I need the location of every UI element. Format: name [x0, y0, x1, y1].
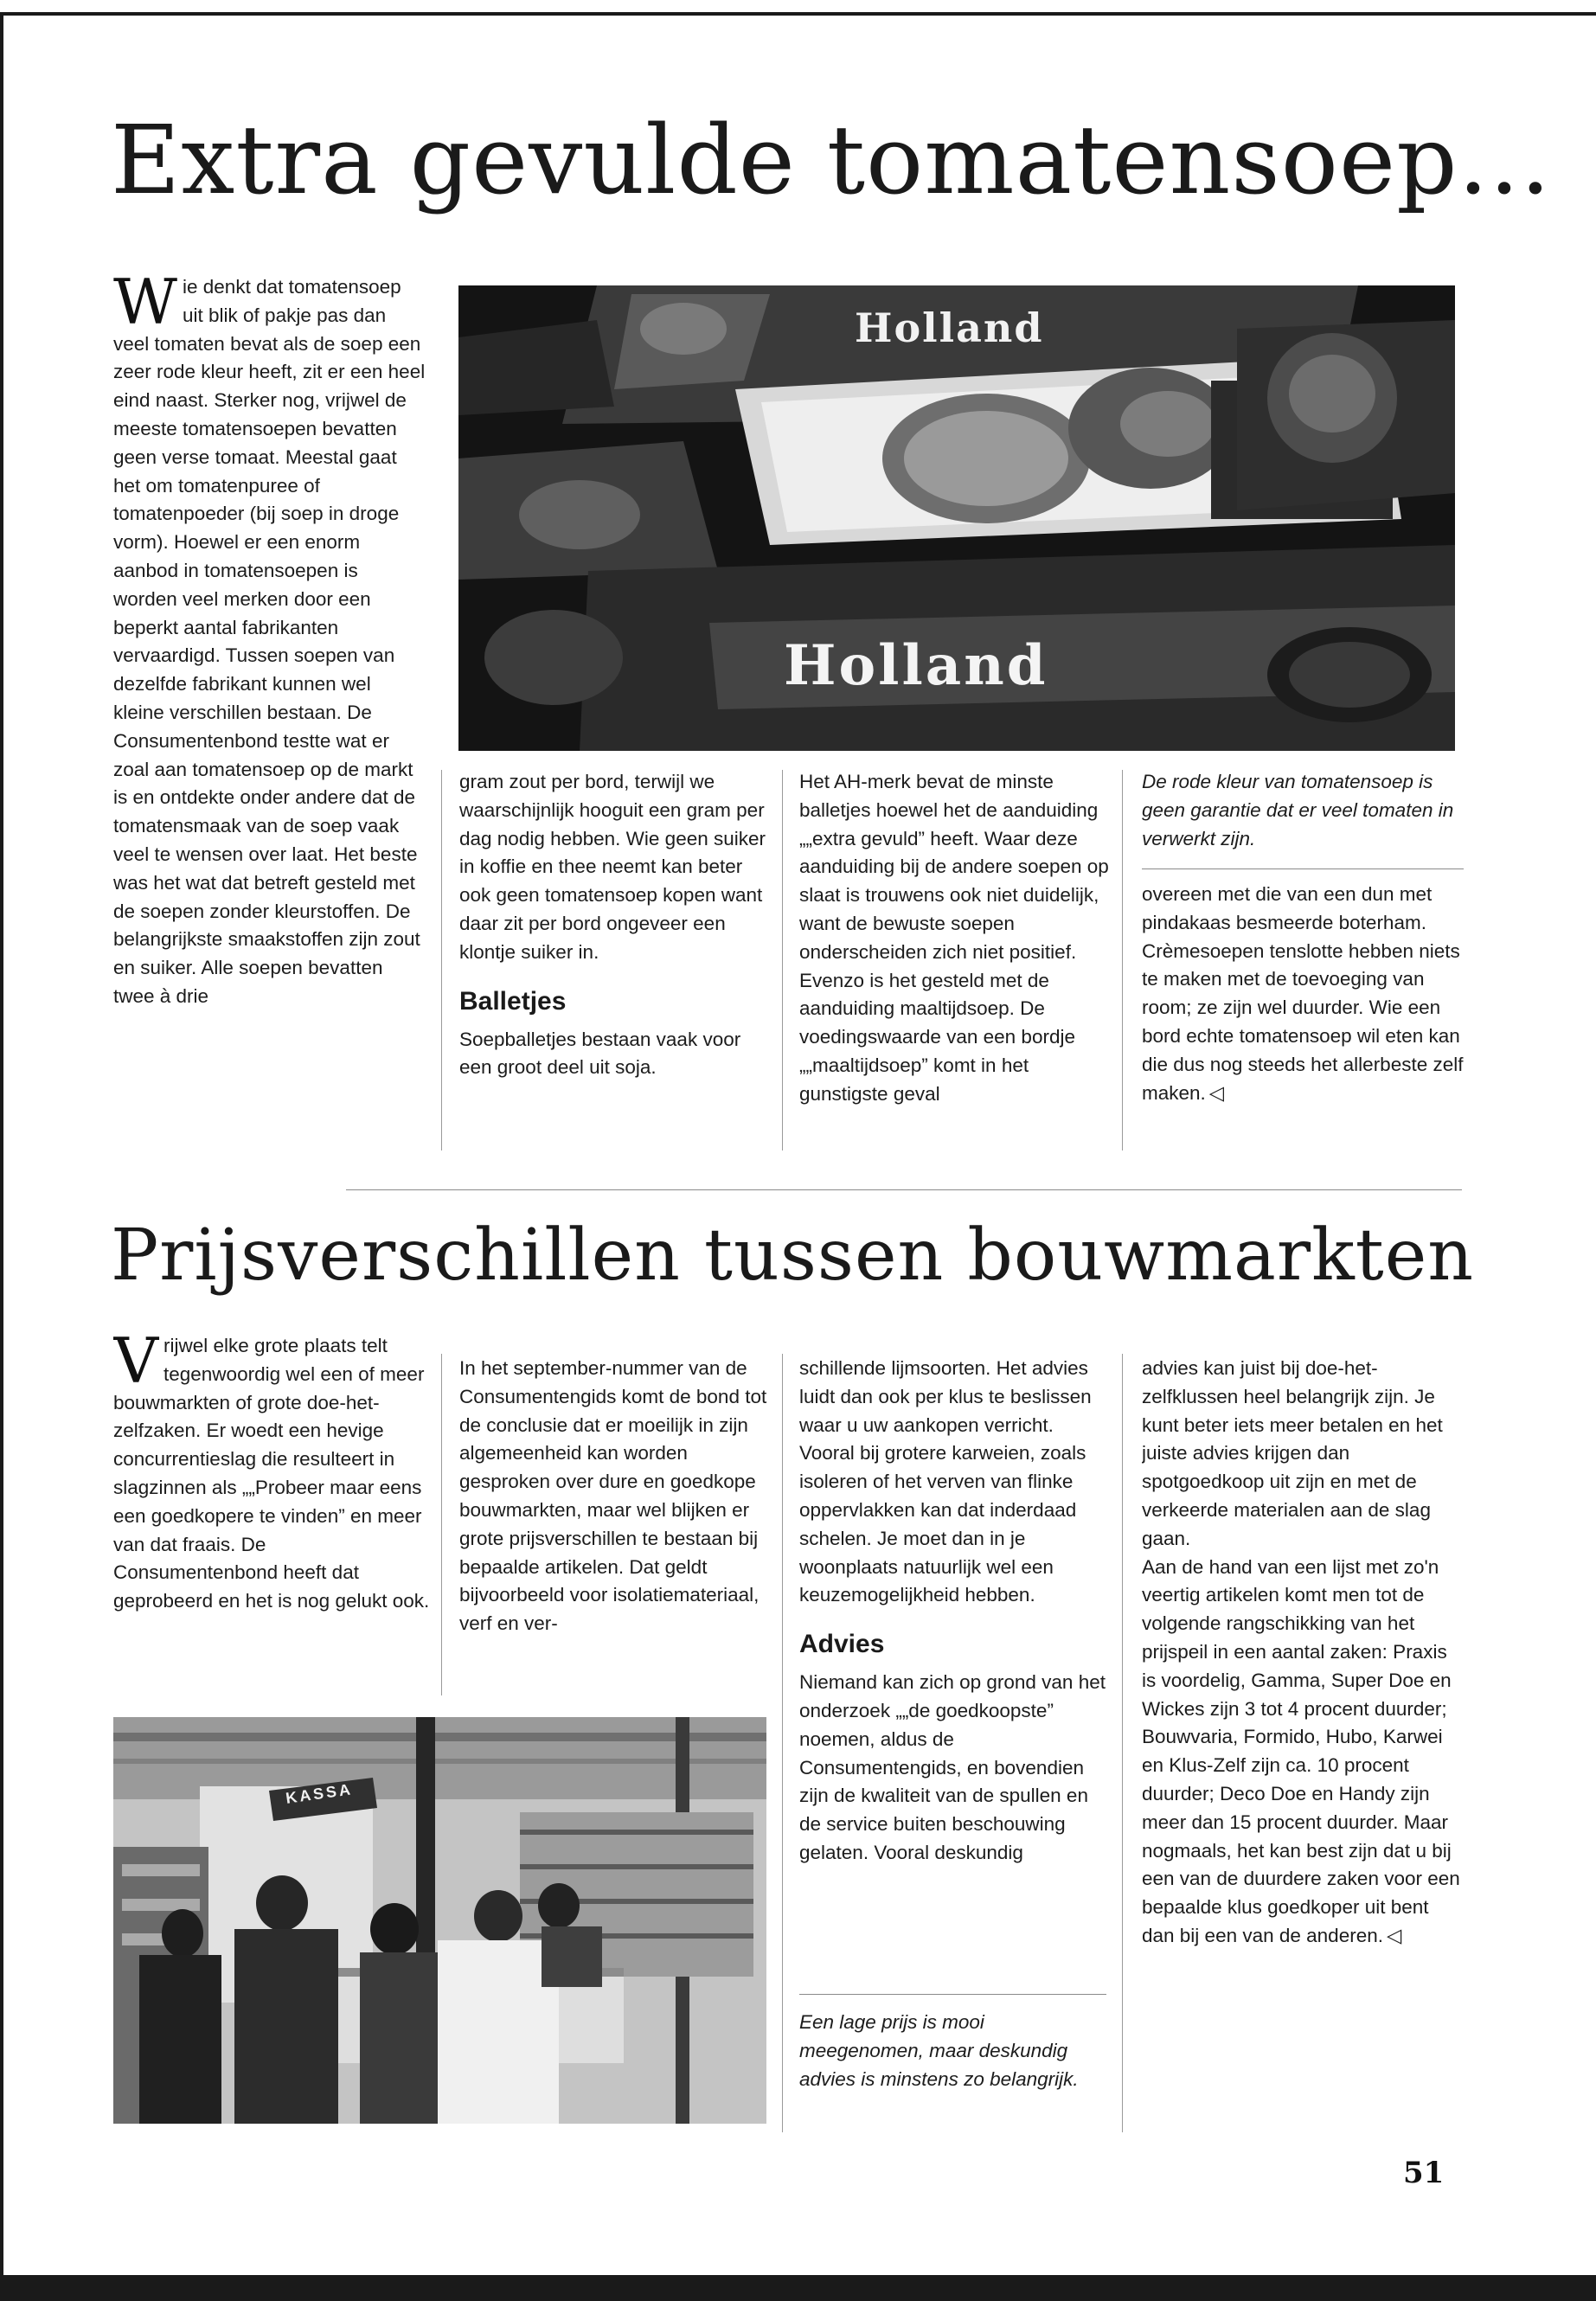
article1-photo-caption: De rode kleur van tomatensoep is geen garantie dat er veel tomaten in verwerkt zijn. [1142, 771, 1454, 849]
article1-caption-rule [1142, 868, 1464, 869]
article1-subhead: Balletjes [459, 986, 567, 1016]
article1-divider-2 [782, 770, 783, 1150]
article1-col3-text-b: Evenzo is het gesteld met de aanduiding maaltijdsoep. De voedingswaarde van een bordje „„maaltijdsoep” komt in het gunstigste geval [799, 969, 1075, 1105]
article2-col1-text: rijwel elke grote plaats telt tegenwoordig wel een of meer bouwmarkten of grote doe-het-zelfzaken. Er woedt een hevige concurrentieslag die resulteert in slagzinnen als „„Probeer maar eens een goedkopere te vinden” en meer van dat fraais. De Consumentenbond heeft dat geprobeerd en het is nog gelukt ook. [113, 1335, 430, 1612]
article2-dropcap: V [113, 1332, 158, 1397]
article2-column-4 [1142, 1355, 1464, 2133]
end-of-article-icon-2: ◁ [1386, 1924, 1402, 1946]
article2-divider-1 [441, 1354, 442, 1695]
page-frame-top [0, 12, 1596, 16]
article1-col3-text: Het AH-merk bevat de minste balletjes hoewel het de aanduiding „„extra gevuld” heeft. Waar deze aanduiding bij de andere soepen op slaat is trouwens ook niet duidelijk, want de bewuste soepen onderscheiden zich niet positief. [799, 771, 1109, 963]
page-number: 51 [1403, 2156, 1445, 2190]
article1-col4-text: overeen met die van een dun met pindakaas besmeerde boterham. Crèmesoepen tenslotte hebben niets te maken met de toevoeging van room; ze zijn wel duurder. Wie een bord echte tomatensoep wil eten kan die dus nog steeds het allerbeste zelf maken. [1142, 883, 1464, 1104]
article2-divider-3 [1122, 1354, 1123, 2132]
tomato-boxes-photo [458, 285, 1455, 751]
article1-col1-text: ie denkt dat tomatensoep uit blik of pakje pas dan veel tomaten bevat als de soep een zeer rode kleur heeft, zit er een heel eind naast. Sterker nog, vrijwel de meeste tomatensoepen bevatten geen verse tomaat. Meestal gaat het om tomatenpuree of tomatenpoeder (bij soep in droge vorm). Hoewel er een enorm aanbod in tomatensoepen is worden veel merken door een beperkt aantal fabrikanten vervaardigd. Tussen soepen van dezelfde fabrikant kunnen wel kleine verschillen bestaan. De Consumentenbond testte wat er zoal aan tomatensoep op de markt is en ontdekte onder andere dat de tomatensmaak van de soep vaak veel te wensen over laat. Het beste was het wat dat betreft gesteld met de soepen zonder kleurstoffen. De belangrijkste smaakstoffen zijn zout en suiker. Alle soepen bevatten twee à drie [113, 276, 426, 1007]
article2-col3-text-b: Niemand kan zich op grond van het onderzoek „„de goedkoopste” noemen, aldus de Consumentengids, en bovendien zijn de kwaliteit van de spullen en de service buiten beschouwing gelaten. Vooral deskundig [799, 1671, 1106, 1863]
article2-column-2 [459, 1355, 771, 1701]
article2-col3-text: schillende lijmsoorten. Het advies luidt dan ook per klus te beslissen waar u uw aankopen verricht. Vooral bij grotere karweien, zoals isoleren of het verven van flinke oppervlakken kan dat inderdaad schelen. Je moet dan in je woonplaats natuurlijk wel een keuzemogelijkheid hebben. [799, 1357, 1092, 1606]
article1-col2-text: gram zout per bord, terwijl we waarschijnlijk hooguit een gram per dag nodig hebben. Wie geen suiker in koffie en thee neemt kan beter ook geen tomatensoep kopen want daar zit per bord ongeveer een klontje suiker in. [459, 771, 766, 963]
article2-col4-text-b: Aan de hand van een lijst met zo'n veertig artikelen komt men tot de volgende rangschikking van het prijspeil in een aantal zaken: Praxis is voordelig, Gamma, Super Doe en Wickes zijn 3 tot 4 procent duurder; Bouwvaria, Formido, Hubo, Karwei en Klus-Zelf zijn ca. 10 procent duurder; Deco Doe en Handy zijn meer dan 15 procent duurder. Maar nogmaals, het kan best zijn dat u bij een van de duurdere zaken voor een bepaalde klus goedkoper uit bent dan bij een van de anderen. [1142, 1555, 1460, 1946]
photo-label-holland-top: Holland [855, 304, 1044, 351]
article2-photo-caption: Een lage prijs is mooi meegenomen, maar deskundig advies is minstens zo belangrijk. [799, 2011, 1079, 2090]
article1-divider-3 [1122, 770, 1123, 1150]
kassa-sign-label: KASSA [285, 1780, 355, 1807]
article1-divider-1 [441, 770, 442, 1150]
bouwmarkt-checkout-illustration [113, 1717, 766, 2124]
page-frame-left [0, 12, 3, 2287]
article2-col4-text: advies kan juist bij doe-het-zelfklussen heel belangrijk zijn. Je kunt beter iets meer betalen en het juiste advies krijgen dan spotgoedkoop uit zijn en met de verkeerde materialen aan de slag gaan. [1142, 1357, 1443, 1549]
article1-column-3 [799, 768, 1111, 1166]
bouwmarkt-checkout-photo [113, 1717, 766, 2124]
article2-divider-2 [782, 1354, 783, 2132]
article2-title: Prijsverschillen tussen bouwmarkten [111, 1215, 1475, 1297]
article1-col2-text-b: Soepballetjes bestaan vaak voor een groot deel uit soja. [459, 1028, 741, 1079]
photo-label-holland-bottom: Holland [784, 633, 1048, 698]
article1-column-4 [1142, 881, 1466, 1170]
article1-title: Extra gevulde tomatensoep... [111, 105, 1552, 215]
article1-column-2 [459, 768, 769, 1166]
article2-subhead: Advies [799, 1630, 885, 1659]
article2-column-1 [113, 1332, 435, 1713]
page-frame-bottom [0, 2275, 1596, 2301]
article1-column-1 [113, 273, 426, 1164]
article2-column-3 [799, 1355, 1112, 1969]
article2-col2-text: In het september-nummer van de Consumentengids komt de bond tot de conclusie dat er moeilijk in zijn algemeenheid kan worden gesproken over dure en goedkope bouwmarkten, maar wel blijken er grote prijsverschillen te bestaan bij bepaalde artikelen. Dat geldt bijvoorbeeld voor isolatiemateriaal, verf en ver- [459, 1357, 767, 1635]
end-of-article-icon: ◁ [1208, 1081, 1225, 1104]
article1-dropcap: W [113, 273, 178, 338]
article-separator [346, 1189, 1462, 1190]
article2-caption-rule [799, 1994, 1106, 1995]
